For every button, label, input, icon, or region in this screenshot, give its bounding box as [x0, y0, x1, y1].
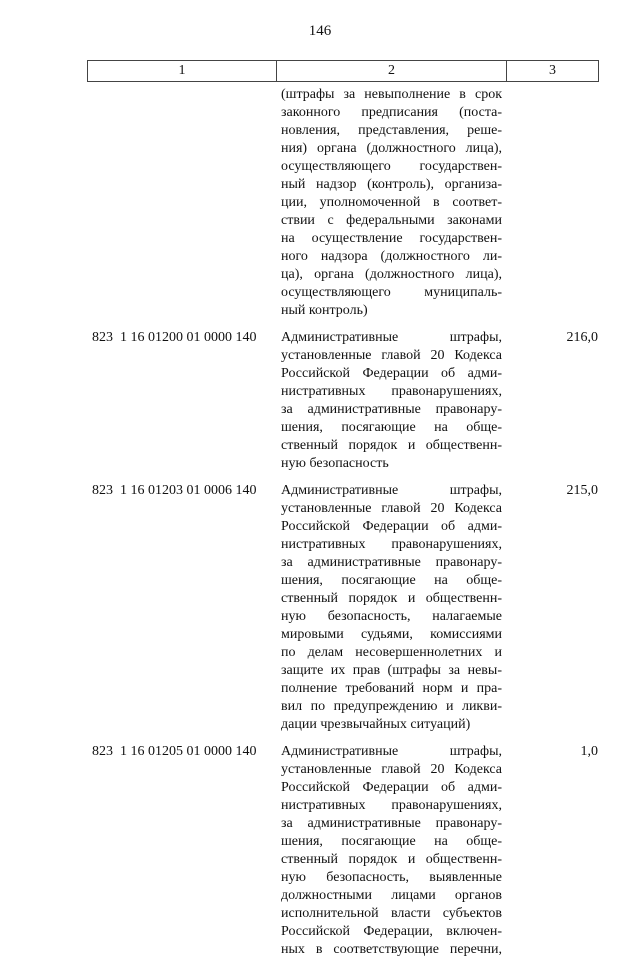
description-line: установленные главой 20 Кодекса — [281, 762, 502, 777]
description-line: мировыми судьями, комиссиями — [281, 627, 502, 642]
row-description — [281, 743, 502, 959]
description-line: ный контроль) — [281, 303, 368, 318]
table-body — [0, 86, 640, 959]
description-line: ную безопасность, выявленные — [281, 870, 502, 885]
description-line: нистративных правонарушениях, — [281, 384, 502, 399]
description-line: установленные главой 20 Кодекса — [281, 501, 502, 516]
description-line: защите их прав (штрафы за невы- — [281, 663, 502, 678]
description-line: Российской Федерации об адми- — [281, 519, 502, 534]
description-line: ственный порядок и общественн- — [281, 591, 502, 606]
row-description — [281, 482, 502, 734]
description-line: на осуществление государствен- — [281, 231, 502, 246]
description-line: ции, уполномоченной в соответ- — [281, 195, 502, 210]
description-line: ственный порядок и общественн- — [281, 852, 502, 867]
page-number: 146 — [308, 23, 332, 39]
description-line: исполнительной власти субъектов — [281, 906, 502, 921]
table-row — [0, 482, 640, 734]
amount-value: 216,0 — [566, 330, 598, 345]
description-line: за административные правонару- — [281, 402, 502, 417]
table-header — [87, 60, 599, 82]
description-line: нистративных правонарушениях, — [281, 798, 502, 813]
description-line: нистративных правонарушениях, — [281, 537, 502, 552]
description-line: ствии с федеральными законами — [281, 213, 502, 228]
table-header-col2: 2 — [277, 61, 507, 81]
description-line: ную безопасность — [281, 456, 389, 471]
row-description — [281, 329, 502, 473]
budget-code: 823 1 16 01200 01 0000 140 — [92, 330, 257, 345]
description-line: за административные правонару- — [281, 816, 502, 831]
description-line: ния) органа (должностного лица), — [281, 141, 502, 156]
description-line: ного надзора (должностного ли- — [281, 249, 502, 264]
description-line: осуществляющего государствен- — [281, 159, 502, 174]
description-line: осуществляющего муниципаль- — [281, 285, 502, 300]
table-row — [0, 86, 640, 320]
description-line: полнение требований норм и пра- — [281, 681, 502, 696]
description-line: Административные штрафы, — [281, 330, 502, 345]
description-line: новления, представления, реше- — [281, 123, 502, 138]
description-line: законного предписания (поста- — [281, 105, 502, 120]
description-line: за административные правонару- — [281, 555, 502, 570]
description-line: Административные штрафы, — [281, 483, 502, 498]
row-description — [281, 86, 502, 320]
description-line: ственный порядок и общественн- — [281, 438, 502, 453]
amount-value: 215,0 — [566, 483, 598, 498]
description-line: Российской Федерации об адми- — [281, 366, 502, 381]
description-line: Российской Федерации, включен- — [281, 924, 502, 939]
description-line: должностными лицами органов — [281, 888, 502, 903]
table-row — [0, 329, 640, 473]
budget-code: 823 1 16 01203 01 0006 140 — [92, 483, 257, 498]
description-line: по делам несовершеннолетних и — [281, 645, 502, 660]
description-line: ную безопасность, налагаемые — [281, 609, 502, 624]
description-line: дации чрезвычайных ситуаций) — [281, 717, 471, 732]
budget-code: 823 1 16 01205 01 0000 140 — [92, 744, 257, 759]
amount-value: 1,0 — [580, 744, 598, 759]
table-header-col3: 3 — [549, 63, 556, 78]
description-line: шения, посягающие на обще- — [281, 834, 502, 849]
table-row — [0, 743, 640, 959]
description-line: установленные главой 20 Кодекса — [281, 348, 502, 363]
description-line: вил по предупреждению и ликви- — [281, 699, 502, 714]
description-line: (штрафы за невыполнение в срок — [281, 87, 502, 102]
description-line: ца), органа (должностного лица), — [281, 267, 502, 282]
description-line: ный надзор (контроль), организа- — [281, 177, 502, 192]
description-line: шения, посягающие на обще- — [281, 573, 502, 588]
description-line: шения, посягающие на обще- — [281, 420, 502, 435]
description-line: Российской Федерации об адми- — [281, 780, 502, 795]
description-line: Административные штрафы, — [281, 744, 502, 759]
description-line: ных в соответствующие перечни, — [281, 942, 502, 957]
table-header-col1: 1 — [88, 61, 277, 81]
